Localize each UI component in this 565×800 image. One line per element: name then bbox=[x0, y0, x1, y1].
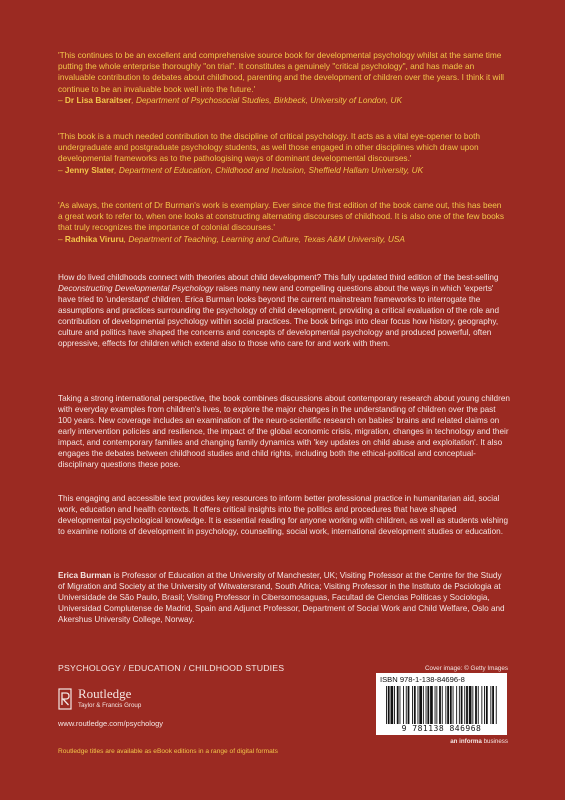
description-paragraph-1 bbox=[58, 272, 510, 349]
subject-categories: PSYCHOLOGY / EDUCATION / CHILDHOOD STUDIES bbox=[58, 663, 285, 673]
publisher-website: www.routledge.com/psychology bbox=[58, 719, 164, 728]
quote-attribution: – Dr Lisa Baraitser, Department of Psychosocial Studies, Birkbeck, University of London, UK bbox=[58, 94, 403, 105]
author-name: Erica Burman bbox=[58, 571, 112, 580]
author-bio-text: is Professor of Education at the University of Manchester, UK; Visiting Professor at the Centre for the Study of Migration and Society at the University of Witwatersrand, South Africa; Visiting Professor in the Instituto de Psciologia at Universidade de São Paulo, Brasil; Visiting Professor in Cibersomosaguas, Facultad de Ciencias Politicas y Sociologia, Universidad Complutense de Madrid, Spain and Adjunct Professor, Department of Social Work and Child Welfare, Oslo and Akershus University College, Norway. bbox=[58, 571, 505, 624]
barcode-digits: 9 781138 846968 bbox=[401, 724, 482, 733]
quote-affiliation: , Department of Psychosocial Studies, Birkbeck, University of London, UK bbox=[131, 94, 403, 105]
review-quote-2 bbox=[58, 131, 508, 176]
quote-affiliation: , Department of Teaching, Learning and Culture, Texas A&M University, USA bbox=[123, 233, 405, 244]
description-text: raises many new and compelling questions about the ways in which 'experts' have tried to 'understand' children. Erica Burman looks beyond the current mainstream frameworks to interrogate the assumptions and practices surrounding the psychology of child development, providing a critical evaluation of the role and contribution of developmental psychology within social practices. The book brings into clear focus how history, geography, culture and politics have shaped the concerns and concepts of developmental psychology and produced powerful, often oppressive, effects for children which extend also to those who care for and work with them. bbox=[58, 284, 500, 348]
informa-brand: an informa bbox=[450, 738, 482, 745]
description-paragraph-2 bbox=[58, 393, 510, 470]
description-text: This engaging and accessible text provides key resources to inform better professional practice in humanitarian aid, social work, education and health contexts. It offers critical insights into the politics and procedures that have shaped developmental psychological knowledge. It is essential reading for anyone working with children, as well as students wishing to examine notions of development in psychology, counselling, social work, international development studies or education. bbox=[58, 494, 509, 536]
publisher-group: Taylor & Francis Group bbox=[78, 702, 142, 709]
publisher-logo bbox=[58, 686, 198, 716]
quote-author: Radhika Viruru bbox=[64, 233, 124, 244]
informa-business-label bbox=[394, 738, 508, 745]
quote-affiliation: , Department of Education, Childhood and Inclusion, Sheffield Hallam University, UK bbox=[114, 164, 424, 175]
publisher-name: Routledge bbox=[78, 686, 132, 701]
isbn-barcode-panel bbox=[376, 673, 507, 735]
quote-attribution: – Radhika Viruru, Department of Teaching, Learning and Culture, Texas A&M University, USA bbox=[58, 233, 405, 244]
review-quote-1 bbox=[58, 50, 508, 106]
quote-text: 'As always, the content of Dr Burman's work is exemplary. Ever since the first edition of the book came out, this has been a great work to refer to, when one looks at constructing alternating discourses of childhood. It is also one of the few books that truly recognizes the importance of colonial discourses.' bbox=[58, 200, 504, 233]
quote-text: 'This book is a much needed contribution to the discipline of critical psychology. It acts as a vital eye-opener to both undergraduate and postgraduate psychology students, as well those engaged in other disciplines which draw upon developmental frameworks as to the pathologising ways of dominant developmental discourses.' bbox=[58, 131, 481, 164]
description-text: Taking a strong international perspective, the book combines discussions about contemporary research about young children with everyday examples from children's lives, to explore the major changes in the understanding of children over the past 100 years. New coverage includes an examination of the neuro-scientific research on babies' brains and related claims on early intervention policies and resilience, the impact of the global economic crisis, migration, changes in technology and their impact, and contemporary families and changing family dynamics with 'key updates on child abuse and exploitation'. It also engages the debates between childhood studies and child rights, including both the ethical-political and conceptual-disciplinary questions these pose. bbox=[58, 394, 510, 469]
book-title: Deconstructing Developmental Psychology bbox=[58, 284, 214, 293]
review-quote-3 bbox=[58, 200, 508, 245]
isbn-label: ISBN 978-1-138-84696-8 bbox=[380, 675, 465, 684]
informa-suffix: business bbox=[481, 738, 508, 745]
quote-attribution: – Jenny Slater, Department of Education, Childhood and Inclusion, Sheffield Hallam University, UK bbox=[58, 164, 424, 175]
description-text: How do lived childhoods connect with theories about child development? This fully updated third edition of the best-selling bbox=[58, 273, 499, 282]
quote-author: Jenny Slater bbox=[64, 164, 115, 175]
description-paragraph-3 bbox=[58, 493, 510, 537]
quote-author: Dr Lisa Baraitser bbox=[64, 94, 132, 105]
ebook-note: Routledge titles are available as eBook editions in a range of digital formats bbox=[58, 748, 278, 755]
cover-image-credit: Cover image: © Getty Images bbox=[424, 665, 508, 672]
quote-text: 'This continues to be an excellent and comprehensive source book for developmental psychology whilst at the same time putting the whole enterprise thoroughly "on trial". It constitutes a genuinely "critical psychology", and has made an invaluable contribution to debates about childhood, parenting and the development of children over the years. I think it will continue to be an invaluable book well into the future.' bbox=[58, 50, 505, 94]
routledge-r-logo-icon bbox=[58, 688, 72, 710]
author-bio bbox=[58, 570, 510, 625]
barcode-icon bbox=[380, 686, 503, 724]
